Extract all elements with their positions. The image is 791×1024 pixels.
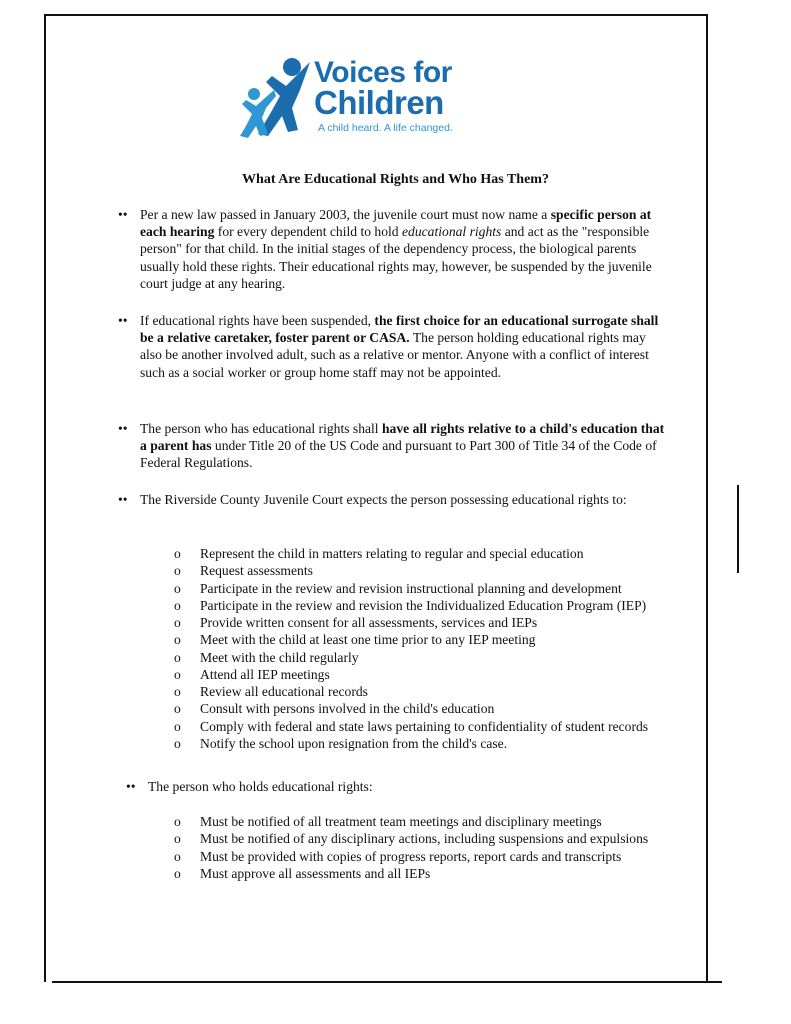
list-marker: o <box>174 580 181 596</box>
bullet-paragraph <box>118 206 668 292</box>
logo-line-1: Voices for <box>314 56 452 89</box>
page-border-bottom <box>52 981 722 983</box>
expectations-list <box>174 545 648 752</box>
logo-tagline: A child heard. A life changed. <box>318 122 453 134</box>
list-item <box>174 865 648 882</box>
list-item-text: Must be provided with copies of progress reports, report cards and transcripts <box>200 848 622 864</box>
list-item-text: Comply with federal and state laws pertaining to confidentiality of student records <box>200 718 649 734</box>
list-item <box>174 614 648 631</box>
list-item <box>174 735 648 752</box>
list-item <box>174 813 648 830</box>
page-border-right <box>706 14 708 982</box>
bullet-paragraph <box>118 420 668 472</box>
list-marker: o <box>174 632 181 648</box>
page-border-top <box>44 14 706 16</box>
list-item <box>174 700 648 717</box>
list-item-text: Participate in the review and revision instructional planning and development <box>200 580 622 596</box>
page-border-left <box>44 14 46 982</box>
logo-line-2: Children <box>314 84 444 121</box>
list-marker: o <box>174 831 181 847</box>
bullet-marker: •• <box>126 779 136 794</box>
list-marker: o <box>174 701 181 717</box>
list-item-text: Meet with the child at least one time prior to any IEP meeting <box>200 632 536 648</box>
list-marker: o <box>174 615 181 630</box>
bold-run: the first choice for an educational surrogate shall be a relative caretaker, foster parent or CASA. <box>140 313 659 346</box>
list-marker: o <box>174 563 181 579</box>
bullet-paragraph <box>118 491 668 508</box>
text-run: The person who has educational rights shall <box>140 421 382 436</box>
list-item-text: Participate in the review and revision the Individualized Education Program (IEP) <box>200 597 647 613</box>
list-item-text: Request assessments <box>200 563 313 579</box>
list-item <box>174 683 648 700</box>
text-run: If educational rights have been suspended, <box>140 313 375 328</box>
list-marker: o <box>174 848 181 864</box>
bullet-marker: •• <box>118 313 128 328</box>
list-item-text: Must be notified of any disciplinary actions, including suspensions and expulsions <box>200 831 649 847</box>
text-run: and act as the "responsible person" for that child. In the initial stages of the dependency process, the biological parents usually hold these rights. Their educational rights may, however, be suspended by the juvenile court judge at any hearing. <box>140 224 652 291</box>
list-item-text: Must be notified of all treatment team meetings and disciplinary meetings <box>200 814 602 829</box>
list-marker: o <box>174 666 181 682</box>
list-item <box>174 666 648 683</box>
children-figures-icon <box>236 56 316 140</box>
list-item <box>174 580 648 597</box>
list-item-text: Represent the child in matters relating to regular and special education <box>200 546 584 561</box>
list-marker: o <box>174 546 181 561</box>
bullet-marker: •• <box>118 492 128 507</box>
bullet-text <box>140 420 668 472</box>
list-item <box>174 631 648 648</box>
margin-mark <box>737 485 739 573</box>
list-item-text: Review all educational records <box>200 684 368 699</box>
list-item-text: Must approve all assessments and all IEPs <box>200 865 431 881</box>
text-run: The person holding educational rights may also be another involved adult, such as a relative or mentor. Anyone with a conflict of interest such as a social worker or group home staff may not be appointed. <box>140 330 649 380</box>
bold-run: have all rights relative to a child's education that a parent has <box>140 421 665 454</box>
text-run: under Title 20 of the US Code and pursuant to Part 300 of Title 34 of the Code of Federal Regulations. <box>140 438 657 471</box>
bullet-text <box>140 312 668 381</box>
list-item <box>174 649 648 666</box>
list-item-text: Meet with the child regularly <box>200 649 359 665</box>
list-item-text: Attend all IEP meetings <box>200 666 330 682</box>
text-run: The person who holds educational rights: <box>148 779 373 794</box>
italic-run: educational rights <box>402 224 502 240</box>
voices-for-children-logo <box>236 56 476 140</box>
list-item-text: Notify the school upon resignation from the child's case. <box>200 735 508 751</box>
list-marker: o <box>174 649 181 665</box>
list-marker: o <box>174 684 181 699</box>
list-item <box>174 597 648 614</box>
list-item-text: Provide written consent for all assessments, services and IEPs <box>200 615 538 630</box>
bold-run: specific person at each hearing <box>140 207 652 240</box>
list-marker: o <box>174 865 181 881</box>
bullet-text <box>148 778 666 795</box>
list-marker: o <box>174 718 181 734</box>
bullet-paragraph <box>118 312 668 381</box>
text-run: The Riverside County Juvenile Court expects the person possessing educational rights to: <box>140 492 627 507</box>
bullet-text <box>140 206 668 292</box>
bullet-paragraph <box>126 778 666 795</box>
list-marker: o <box>174 814 181 829</box>
list-marker: o <box>174 735 181 751</box>
list-item-text: Consult with persons involved in the child's education <box>200 701 495 717</box>
list-item <box>174 718 648 735</box>
document-title: What Are Educational Rights and Who Has Them? <box>242 172 549 187</box>
text-run: for every dependent child to hold <box>214 224 403 240</box>
bullet-marker: •• <box>118 421 128 436</box>
list-item <box>174 562 648 579</box>
list-marker: o <box>174 597 181 613</box>
list-item <box>174 830 648 847</box>
logo-wordmark <box>314 56 484 121</box>
bullet-text <box>140 491 668 508</box>
list-item <box>174 848 648 865</box>
holder-duties-list <box>174 813 648 882</box>
bullet-marker: •• <box>118 207 128 222</box>
text-run: Per a new law passed in January 2003, the juvenile court must now name a <box>140 207 551 222</box>
list-item <box>174 545 648 562</box>
